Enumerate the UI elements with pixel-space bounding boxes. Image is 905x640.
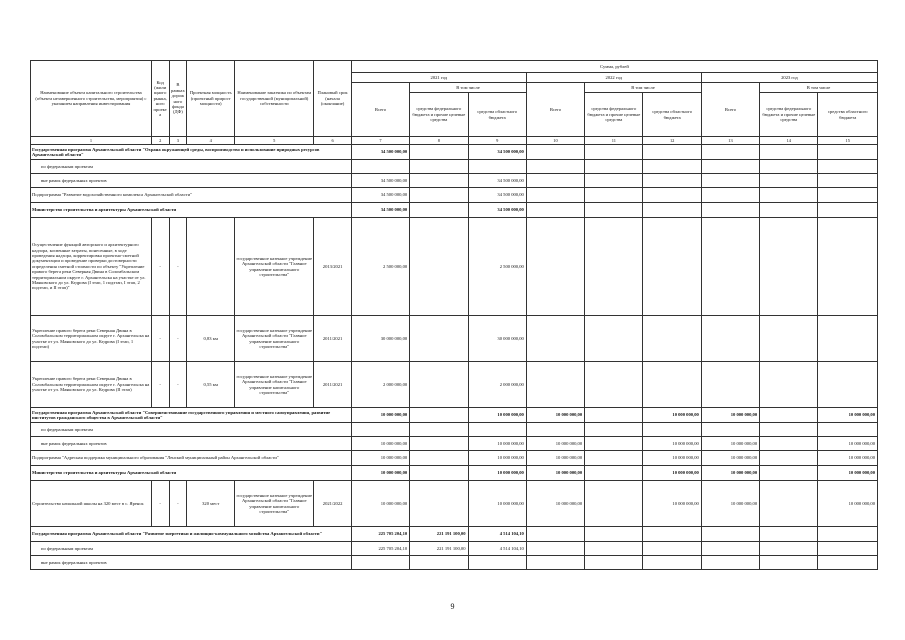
amount-cell: 10 000 000,00 — [643, 408, 701, 423]
amount-cell — [760, 316, 818, 362]
amount-cell — [410, 203, 468, 218]
amount-cell — [760, 160, 818, 174]
amount-cell — [585, 203, 643, 218]
table-row — [31, 542, 878, 556]
header-reg-2022: средства областного бюджета — [643, 93, 701, 137]
header-year-2022: 2022 год — [526, 73, 701, 83]
amount-cell — [585, 556, 643, 570]
amount-cell — [818, 160, 878, 174]
table-row — [31, 556, 878, 570]
budget-table-sheet — [30, 60, 878, 570]
table-row — [31, 408, 878, 423]
amount-cell: 34 500 000,00 — [351, 174, 409, 188]
column-number: 15 — [818, 137, 878, 145]
amount-cell: 10 000 000,00 — [351, 466, 409, 481]
header-term: Плановый срок (начала (окончание) — [314, 61, 352, 137]
amount-cell — [643, 145, 701, 160]
header-customer: Наименование заказчика по объектам государственной (муниципальной) собственности — [235, 61, 314, 137]
amount-cell — [818, 527, 878, 542]
term-cell: 2011/2021 — [314, 316, 352, 362]
amount-cell — [701, 527, 759, 542]
amount-cell: 2 500 000,00 — [468, 218, 526, 316]
amount-cell — [410, 466, 468, 481]
section-title: Министерство строительства и архитектуры Архангельской области — [31, 203, 352, 218]
amount-cell — [760, 437, 818, 451]
header-capacity: Проектная мощность (проектный прирост мощности) — [187, 61, 235, 137]
amount-cell — [468, 160, 526, 174]
capacity-cell: 320 мест — [187, 481, 235, 527]
amount-cell — [760, 451, 818, 466]
column-number: 12 — [643, 137, 701, 145]
capacity-cell: 0,83 км — [187, 316, 235, 362]
header-total-2023: Всего — [701, 83, 759, 137]
amount-cell — [760, 556, 818, 570]
section-title: Министерство строительства и архитектуры Архангельской области — [31, 466, 352, 481]
header-total-2021: Всего — [351, 83, 409, 137]
amount-cell — [585, 451, 643, 466]
amount-cell: 10 000 000,00 — [818, 481, 878, 527]
table-row — [31, 218, 878, 316]
amount-cell: 34 500 000,00 — [468, 203, 526, 218]
amount-cell: 10 000 000,00 — [468, 451, 526, 466]
table-row — [31, 362, 878, 408]
column-number: 6 — [314, 137, 352, 145]
amount-cell: 30 000 000,00 — [468, 316, 526, 362]
amount-cell — [760, 145, 818, 160]
header-inthat-2021: В том числе — [410, 83, 527, 93]
subgroup-label: вне рамок федеральных проектов — [31, 437, 352, 451]
amount-cell — [526, 527, 584, 542]
amount-cell: 34 500 000,00 — [468, 145, 526, 160]
table-row — [31, 466, 878, 481]
amount-cell — [585, 145, 643, 160]
capacity-cell: 0,55 км — [187, 362, 235, 408]
amount-cell — [643, 218, 701, 316]
amount-cell — [760, 527, 818, 542]
amount-cell — [526, 556, 584, 570]
amount-cell: 2 000 000,00 — [468, 362, 526, 408]
table-row — [31, 481, 878, 527]
road-fund-cell: - — [169, 362, 187, 408]
amount-cell — [760, 542, 818, 556]
amount-cell — [760, 174, 818, 188]
road-fund-cell: - — [169, 316, 187, 362]
amount-cell — [585, 527, 643, 542]
amount-cell — [818, 145, 878, 160]
amount-cell — [760, 362, 818, 408]
table-row — [31, 174, 878, 188]
object-name: Укрепление правого берега реки Северная Двина в Соломбальском территориальном округе г. Архангельска на участке от ул. Маяковского до ул. Кедрова (I этап, 1 подэтап) — [31, 316, 152, 362]
subgroup-label: вне рамок федеральных проектов — [31, 556, 352, 570]
amount-cell — [643, 423, 701, 437]
amount-cell — [351, 423, 409, 437]
amount-cell: 10 000 000,00 — [701, 408, 759, 423]
code-cell: - — [151, 316, 169, 362]
subgroup-label: по федеральным проектам — [31, 160, 352, 174]
column-number: 10 — [526, 137, 584, 145]
header-sum-title: Сумма, рублей — [351, 61, 877, 73]
customer-cell: государственное казенное учреждение Архангельской области "Главное управление капитального строительства" — [235, 481, 314, 527]
amount-cell: 225 705 204,10 — [351, 542, 409, 556]
amount-cell — [760, 408, 818, 423]
section-title: Государственная программа Архангельской области "Совершенствование государственного управления и местного самоуправления, развитие институтов гражданского общества в Архангельской области" — [31, 408, 352, 423]
amount-cell: 10 000 000,00 — [526, 466, 584, 481]
table-row — [31, 203, 878, 218]
amount-cell — [526, 218, 584, 316]
amount-cell: 10 000 000,00 — [351, 451, 409, 466]
amount-cell: 10 000 000,00 — [526, 437, 584, 451]
page-number: 9 — [450, 602, 455, 611]
term-cell: 2013/2021 — [314, 218, 352, 316]
code-cell: - — [151, 362, 169, 408]
table-row — [31, 527, 878, 542]
object-name: Осуществление функций авторского и архитектурного надзора, косвенные затраты, понесенные, в ходе проведения надзора, корректировка проектно-сметной документации и проведение проверки достоверности определения сметной стоимости по объекту "Укрепление правого берега реки Северная Двина в Соломбальском территориальном округе г. Архангельска на участке от ул. Маяковского до ул. Кедрова (I этап, 1 подэтап, I этап, 2 подэтап, и II этап)" — [31, 218, 152, 316]
amount-cell — [351, 556, 409, 570]
amount-cell: 4 514 104,10 — [468, 527, 526, 542]
amount-cell: 10 000 000,00 — [643, 466, 701, 481]
amount-cell: 10 000 000,00 — [701, 437, 759, 451]
amount-cell — [585, 423, 643, 437]
amount-cell — [701, 145, 759, 160]
header-year-2021: 2021 год — [351, 73, 526, 83]
amount-cell — [410, 423, 468, 437]
amount-cell — [526, 423, 584, 437]
subprogram-title: Подпрограмма "Адресная поддержка муниципального образования "Ленский муниципальный район Архангельской области" — [31, 451, 352, 466]
amount-cell — [701, 160, 759, 174]
amount-cell — [410, 481, 468, 527]
amount-cell — [818, 218, 878, 316]
subgroup-label: вне рамок федеральных проектов — [31, 174, 352, 188]
amount-cell: 2 000 000,00 — [351, 362, 409, 408]
amount-cell — [643, 188, 701, 203]
amount-cell: 34 500 000,00 — [351, 203, 409, 218]
amount-cell — [526, 160, 584, 174]
amount-cell — [643, 542, 701, 556]
column-number: 9 — [468, 137, 526, 145]
amount-cell — [818, 362, 878, 408]
amount-cell: 10 000 000,00 — [643, 481, 701, 527]
amount-cell: 10 000 000,00 — [351, 408, 409, 423]
amount-cell: 10 000 000,00 — [701, 466, 759, 481]
road-fund-cell: - — [169, 218, 187, 316]
amount-cell: 225 705 204,10 — [351, 527, 409, 542]
amount-cell — [643, 556, 701, 570]
amount-cell: 10 000 000,00 — [643, 437, 701, 451]
amount-cell: 10 000 000,00 — [643, 451, 701, 466]
table-row — [31, 145, 878, 160]
amount-cell — [701, 203, 759, 218]
column-number: 7 — [351, 137, 409, 145]
section-title: Государственная программа Архангельской области "Охрана окружающей среды, воспроизводство и использование природных ресурсов Архангельской области" — [31, 145, 352, 160]
table-row — [31, 451, 878, 466]
column-number: 11 — [585, 137, 643, 145]
amount-cell — [410, 188, 468, 203]
amount-cell — [410, 362, 468, 408]
header-reg-2023: средства областного бюджета — [818, 93, 878, 137]
amount-cell — [410, 145, 468, 160]
section-title: Государственная программа Архангельской области "Развитие энергетики и жилищно-коммунального хозяйства Архангельской области" — [31, 527, 352, 542]
amount-cell — [351, 160, 409, 174]
amount-cell — [760, 423, 818, 437]
amount-cell — [818, 542, 878, 556]
header-inthat-2023: В том числе — [760, 83, 878, 93]
amount-cell: 10 000 000,00 — [526, 481, 584, 527]
amount-cell — [410, 437, 468, 451]
amount-cell: 34 500 000,00 — [468, 188, 526, 203]
table-row — [31, 316, 878, 362]
amount-cell — [760, 481, 818, 527]
amount-cell — [585, 174, 643, 188]
amount-cell — [760, 203, 818, 218]
amount-cell — [410, 408, 468, 423]
amount-cell — [701, 218, 759, 316]
amount-cell — [585, 188, 643, 203]
amount-cell — [760, 466, 818, 481]
column-number: 3 — [169, 137, 187, 145]
amount-cell: 10 000 000,00 — [818, 451, 878, 466]
amount-cell: 10 000 000,00 — [701, 451, 759, 466]
term-cell: 2021/2022 — [314, 481, 352, 527]
amount-cell: 10 000 000,00 — [526, 408, 584, 423]
amount-cell: 10 000 000,00 — [468, 481, 526, 527]
table-row — [31, 423, 878, 437]
amount-cell — [643, 316, 701, 362]
amount-cell — [818, 423, 878, 437]
header-inthat-2022: В том числе — [585, 83, 702, 93]
amount-cell — [410, 451, 468, 466]
amount-cell — [818, 316, 878, 362]
amount-cell — [410, 556, 468, 570]
header-reg-2021: средства областного бюджета — [468, 93, 526, 137]
column-number: 8 — [410, 137, 468, 145]
header-fed-2022: средства федерального бюджета и прочие целевые средства — [585, 93, 643, 137]
amount-cell: 10 000 000,00 — [526, 451, 584, 466]
amount-cell — [818, 174, 878, 188]
amount-cell — [410, 174, 468, 188]
amount-cell: 34 500 000,00 — [351, 145, 409, 160]
amount-cell — [643, 174, 701, 188]
header-fed-2023: средства федерального бюджета и прочие целевые средства — [760, 93, 818, 137]
customer-cell: государственное казенное учреждение Архангельской области "Главное управление капитального строительства" — [235, 218, 314, 316]
header-fed-2021: средства федерального бюджета и прочие целевые средства — [410, 93, 468, 137]
header-road-fund: В рамках дорож ного фонда (ДФ) — [169, 61, 187, 137]
budget-table — [30, 60, 878, 570]
amount-cell: 221 191 100,00 — [410, 527, 468, 542]
amount-cell: 10 000 000,00 — [351, 437, 409, 451]
column-number: 5 — [235, 137, 314, 145]
amount-cell — [818, 556, 878, 570]
amount-cell — [585, 481, 643, 527]
table-row — [31, 188, 878, 203]
amount-cell — [585, 542, 643, 556]
amount-cell — [526, 145, 584, 160]
customer-cell: государственное казенное учреждение Архангельской области "Главное управление капитального строительства" — [235, 362, 314, 408]
amount-cell — [585, 362, 643, 408]
amount-cell — [526, 316, 584, 362]
code-cell: - — [151, 218, 169, 316]
header-total-2022: Всего — [526, 83, 584, 137]
amount-cell: 10 000 000,00 — [818, 466, 878, 481]
subgroup-label: по федеральным проектам — [31, 423, 352, 437]
amount-cell: 10 000 000,00 — [701, 481, 759, 527]
amount-cell — [818, 188, 878, 203]
amount-cell: 10 000 000,00 — [468, 408, 526, 423]
amount-cell — [643, 203, 701, 218]
amount-cell: 30 000 000,00 — [351, 316, 409, 362]
road-fund-cell: - — [169, 481, 187, 527]
table-row — [31, 437, 878, 451]
amount-cell — [468, 556, 526, 570]
amount-cell: 2 500 000,00 — [351, 218, 409, 316]
amount-cell — [410, 316, 468, 362]
amount-cell — [585, 316, 643, 362]
amount-cell — [585, 160, 643, 174]
column-number-row — [31, 137, 878, 145]
amount-cell — [701, 423, 759, 437]
amount-cell: 10 000 000,00 — [351, 481, 409, 527]
table-row — [31, 160, 878, 174]
amount-cell: 10 000 000,00 — [818, 408, 878, 423]
amount-cell — [526, 174, 584, 188]
amount-cell: 10 000 000,00 — [818, 437, 878, 451]
amount-cell — [701, 556, 759, 570]
capacity-cell — [187, 218, 235, 316]
amount-cell — [585, 466, 643, 481]
amount-cell: 4 514 104,10 — [468, 542, 526, 556]
amount-cell — [818, 203, 878, 218]
subprogram-title: Подпрограмма "Развитие водохозяйственного комплекса Архангельской области" — [31, 188, 352, 203]
amount-cell — [526, 362, 584, 408]
column-number: 2 — [151, 137, 169, 145]
amount-cell — [701, 542, 759, 556]
header-code: Код (жилищного рынка, ного проекта — [151, 61, 169, 137]
amount-cell: 10 000 000,00 — [468, 437, 526, 451]
amount-cell — [585, 437, 643, 451]
amount-cell — [701, 188, 759, 203]
amount-cell — [410, 218, 468, 316]
column-number: 14 — [760, 137, 818, 145]
amount-cell — [410, 160, 468, 174]
amount-cell — [643, 527, 701, 542]
amount-cell — [643, 362, 701, 408]
amount-cell — [760, 218, 818, 316]
amount-cell: 10 000 000,00 — [468, 466, 526, 481]
object-name: Укрепление правого берега реки Северная Двина в Соломбальском территориальном округе г. Архангельска на участке от ул. Маяковского до ул. Кедрова (II этап) — [31, 362, 152, 408]
amount-cell — [526, 542, 584, 556]
header-year-2023: 2023 год — [701, 73, 877, 83]
amount-cell — [760, 188, 818, 203]
customer-cell: государственное казенное учреждение Архангельской области "Главное управление капитального строительства" — [235, 316, 314, 362]
subgroup-label: по федеральным проектам — [31, 542, 352, 556]
amount-cell — [526, 203, 584, 218]
column-number: 13 — [701, 137, 759, 145]
object-name: Строительство начальной школы на 320 мест в с. Яренск — [31, 481, 152, 527]
amount-cell — [701, 174, 759, 188]
column-number: 4 — [187, 137, 235, 145]
amount-cell: 34 500 000,00 — [468, 174, 526, 188]
column-number: 1 — [31, 137, 152, 145]
amount-cell — [526, 188, 584, 203]
term-cell: 2011/2021 — [314, 362, 352, 408]
code-cell: - — [151, 481, 169, 527]
amount-cell — [701, 316, 759, 362]
amount-cell: 34 500 000,00 — [351, 188, 409, 203]
header-object-name: Наименование объекта капитального строительства (объекта незавершенного строительства, мероприятия) с указанием направления инвестирования — [31, 61, 152, 137]
amount-cell — [585, 408, 643, 423]
amount-cell — [701, 362, 759, 408]
amount-cell — [468, 423, 526, 437]
amount-cell: 221 191 100,00 — [410, 542, 468, 556]
amount-cell — [585, 218, 643, 316]
amount-cell — [643, 160, 701, 174]
